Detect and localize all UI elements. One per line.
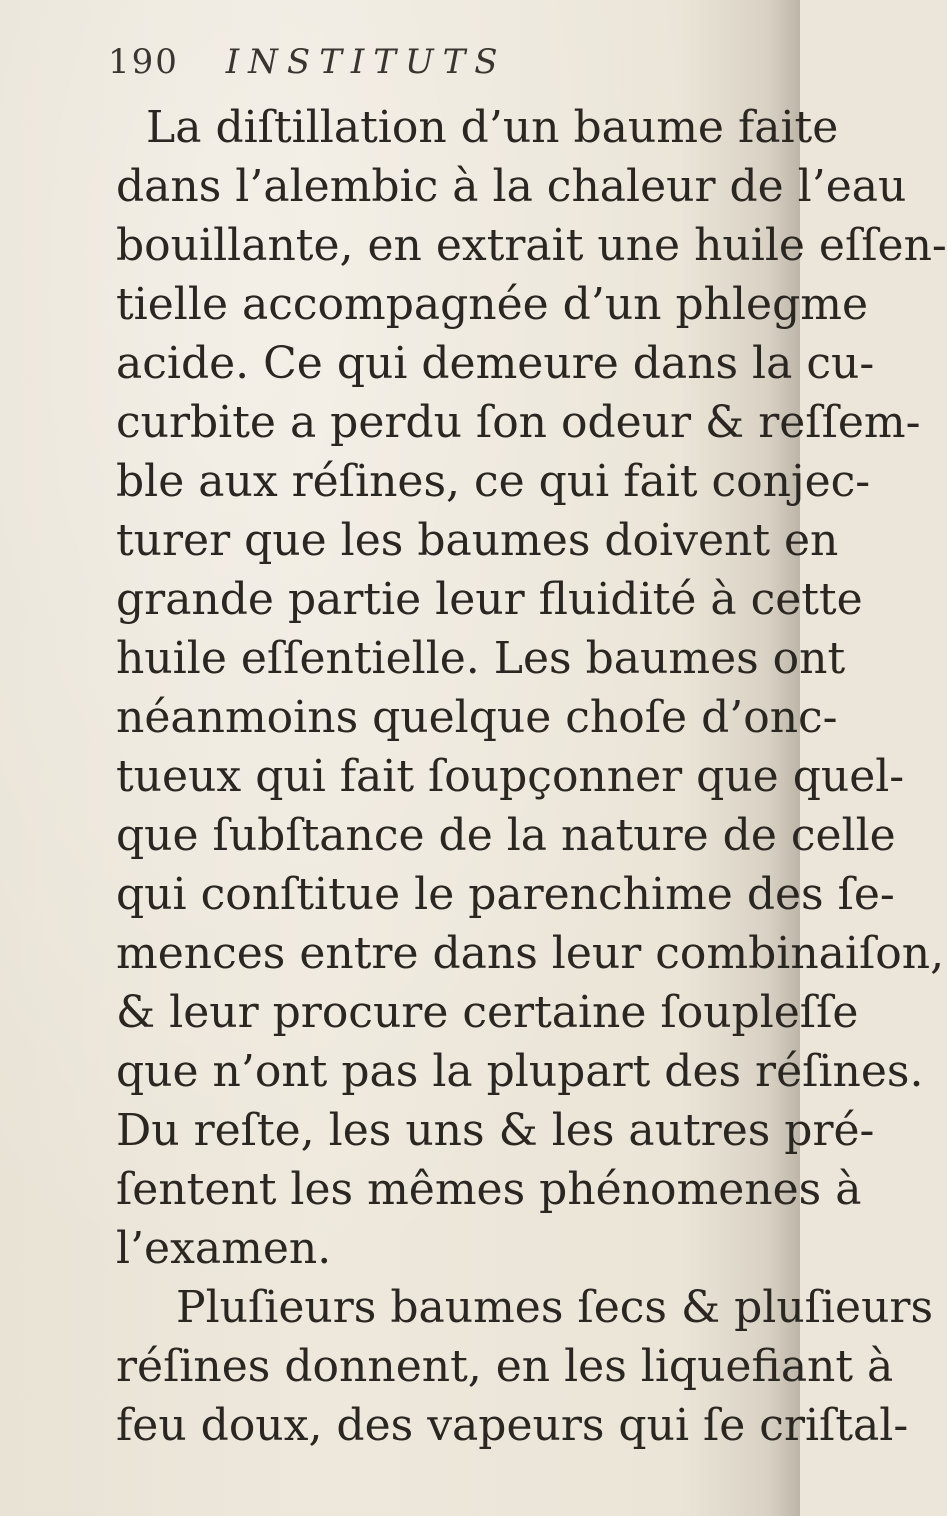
text-line: feu doux, des vapeurs qui ſe criſtal- bbox=[116, 1400, 909, 1451]
text-line: bouillante, en extrait une huile eſſen- bbox=[116, 220, 947, 271]
text-line: Pluſieurs baumes ſecs & pluſieurs bbox=[176, 1282, 934, 1333]
text-line: ble aux réſines, ce qui fait conjec- bbox=[116, 456, 871, 507]
running-title: INSTITUTS bbox=[225, 42, 507, 82]
text-line: que ſubſtance de la nature de celle bbox=[116, 810, 896, 861]
page-number: 190 bbox=[108, 42, 179, 82]
text-line: turer que les baumes doivent en bbox=[116, 515, 839, 566]
body-text bbox=[116, 98, 947, 1455]
text-line: que n’ont pas la plupart des réſines. bbox=[116, 1046, 924, 1097]
text-line: huile eſſentielle. Les baumes ont bbox=[116, 633, 846, 684]
text-line: qui conſtitue le parenchime des ſe- bbox=[116, 869, 895, 920]
text-line: Du reſte, les uns & les autres pré- bbox=[116, 1105, 875, 1156]
text-line: l’examen. bbox=[116, 1223, 332, 1274]
running-head bbox=[108, 40, 507, 84]
text-line: grande partie leur fluidité à cette bbox=[116, 574, 863, 625]
text-line: dans l’alembic à la chaleur de l’eau bbox=[116, 161, 907, 212]
text-line: & leur procure certaine ſoupleſſe bbox=[116, 987, 859, 1038]
text-line: néanmoins quelque choſe d’onc- bbox=[116, 692, 838, 743]
text-line: tueux qui fait ſoupçonner que quel- bbox=[116, 751, 905, 802]
text-line: La diſtillation d’un baume faite bbox=[146, 102, 839, 153]
text-line: acide. Ce qui demeure dans la cu- bbox=[116, 338, 875, 389]
text-line: tielle accompagnée d’un phlegme bbox=[116, 279, 869, 330]
text-line: ſentent les mêmes phénomenes à bbox=[116, 1164, 862, 1215]
text-line: réſines donnent, en les liquefiant à bbox=[116, 1341, 894, 1392]
text-line: mences entre dans leur combinaiſon, bbox=[116, 928, 945, 979]
text-line: curbite a perdu ſon odeur & reſſem- bbox=[116, 397, 921, 448]
